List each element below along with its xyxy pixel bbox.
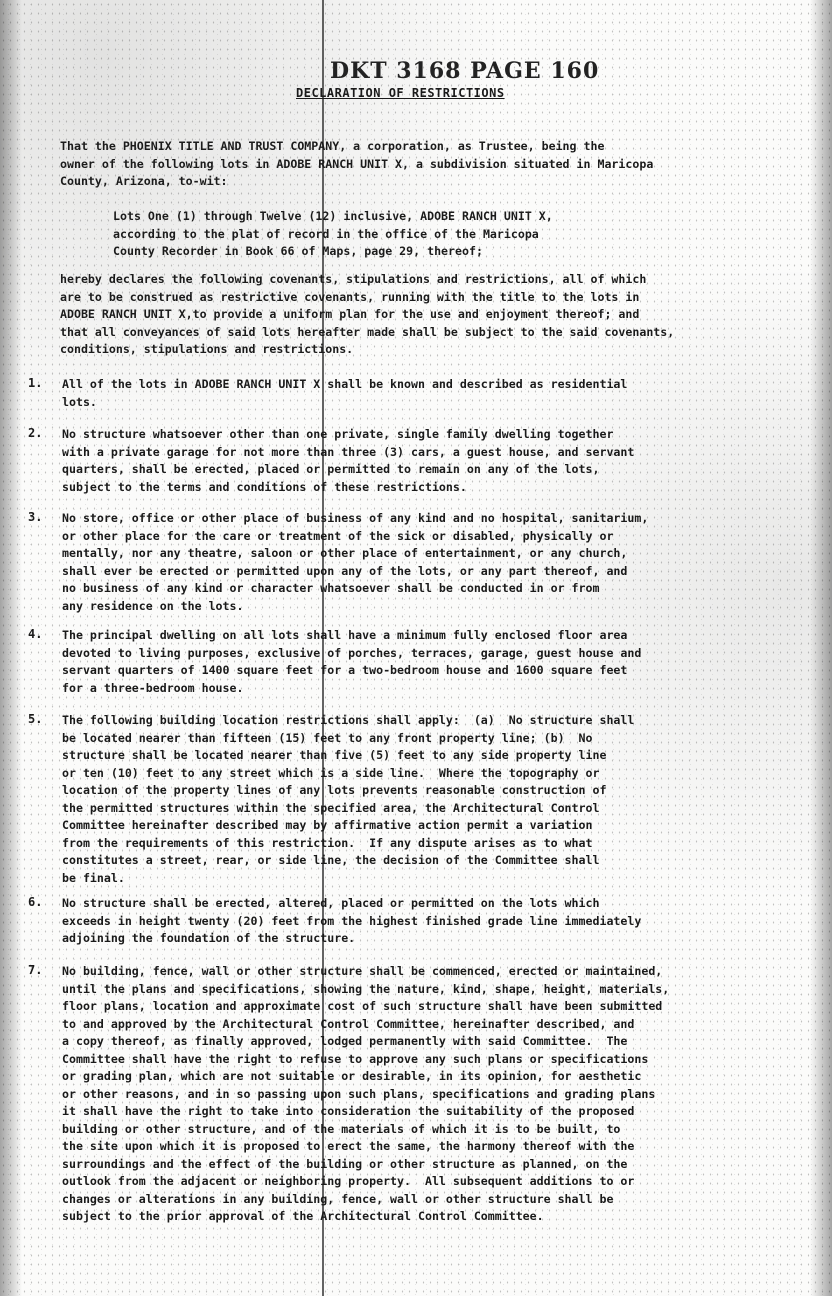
left-margin-shadow — [0, 0, 22, 1296]
restriction-text: No structure whatsoever other than one private, single family dwelling together with a private garage for not more than three (3) cars, a guest house, and servant quarters, shall be erected, placed or permitted to remain on any of the lots, subject to the terms and conditions of these restrictions. — [62, 427, 635, 494]
restriction-number: 3. — [28, 510, 43, 524]
restriction-text: The following building location restrictions shall apply: (a) No structure shall be located nearer than fifteen (15) feet to any front property line; (b) No structure shall be located nearer than five (5) feet to any side property line or ten (10) feet to any street which is a side line. Where the topography or location of the property lines of any lots prevents reasonable construction of the permitted structures within the specified area, the Architectural Control Committee hereinafter described may by affirmative action permit a variation from the requirements of this restriction. If any dispute arises as to what constitutes a street, rear, or side line, the decision of the Committee shall be final. — [62, 713, 635, 885]
restriction-number: 7. — [28, 963, 43, 977]
restriction-number: 1. — [28, 376, 43, 390]
restriction-number: 2. — [28, 426, 43, 440]
restriction-number: 4. — [28, 627, 43, 641]
restriction-text: No building, fence, wall or other structure shall be commenced, erected or maintained, until the plans and specifications, showing the nature, kind, shape, height, materials, floor plans, location and approximate cost of such structure shall have been submitted to and approved by the Architectural Control Committee, hereinafter described, and a copy thereof, as finally approved, lodged permanently with said Committee. The Committee shall have the right to refuse to approve any such plans or specifications or grading plan, which are not suitable or desirable, in its opinion, for aesthetic or other reasons, and in so passing upon such plans, specifications and grading plans it shall have the right to take into consideration the suitability of the proposed building or other structure, and of the materials of which it is to be built, to the site upon which it is proposed to erect the same, the harmony thereof with the surroundings and the effect of the building or other structure as planned, on the outlook from the adjacent or neighboring property. All subsequent additions to or changes or alterations in any building, fence, wall or other structure shall be subject to the prior approval of the Architectural Control Committee. — [62, 964, 670, 1223]
restriction-number: 5. — [28, 712, 43, 726]
book-page-reference: DKT 3168 PAGE 160 — [330, 58, 600, 84]
restriction-text: No store, office or other place of business of any kind and no hospital, sanitarium, or other place for the care or treatment of the sick or disabled, physically or mentally, nor any theatre, saloon or other place of entertainment, or any church, shall ever be erected or permitted upon any of the lots, or any part thereof, and no business of any kind or character whatsoever shall be conducted in or from any residence on the lots. — [62, 511, 649, 613]
restriction-text: All of the lots in ADOBE RANCH UNIT X shall be known and described as residential lots. — [62, 377, 628, 409]
restriction-number: 6. — [28, 895, 43, 909]
document-title: DECLARATION OF RESTRICTIONS — [296, 86, 505, 100]
lots-description: Lots One (1) through Twelve (12) inclusive, ADOBE RANCH UNIT X, according to the plat of record in the office of the Maricopa County Recorder in Book 66 of Maps, page 29, thereof; — [113, 209, 553, 258]
right-margin-shadow — [810, 0, 832, 1296]
intro-paragraph: That the PHOENIX TITLE AND TRUST COMPANY, a corporation, as Trustee, being the owner of the following lots in ADOBE RANCH UNIT X, a subdivision situated in Maricopa County, Arizona, to-wit: — [60, 139, 654, 188]
declaration-paragraph: hereby declares the following covenants, stipulations and restrictions, all of which are to be construed as restrictive covenants, running with the title to the lots in ADOBE RANCH UNIT X,to provide a uniform plan for the use and enjoyment thereof; and that all conveyances of said lots hereafter made shall be subject to the said covenants, conditions, stipulations and restrictions. — [60, 272, 675, 356]
restriction-text: The principal dwelling on all lots shall have a minimum fully enclosed floor area devoted to living purposes, exclusive of porches, terraces, garage, guest house and servant quarters of 1400 square feet for a two-bedroom house and 1600 square feet for a three-bedroom house. — [62, 628, 642, 695]
restriction-text: No structure shall be erected, altered, placed or permitted on the lots which exceeds in height twenty (20) feet from the highest finished grade line immediately adjoining the foundation of the structure. — [62, 896, 642, 945]
